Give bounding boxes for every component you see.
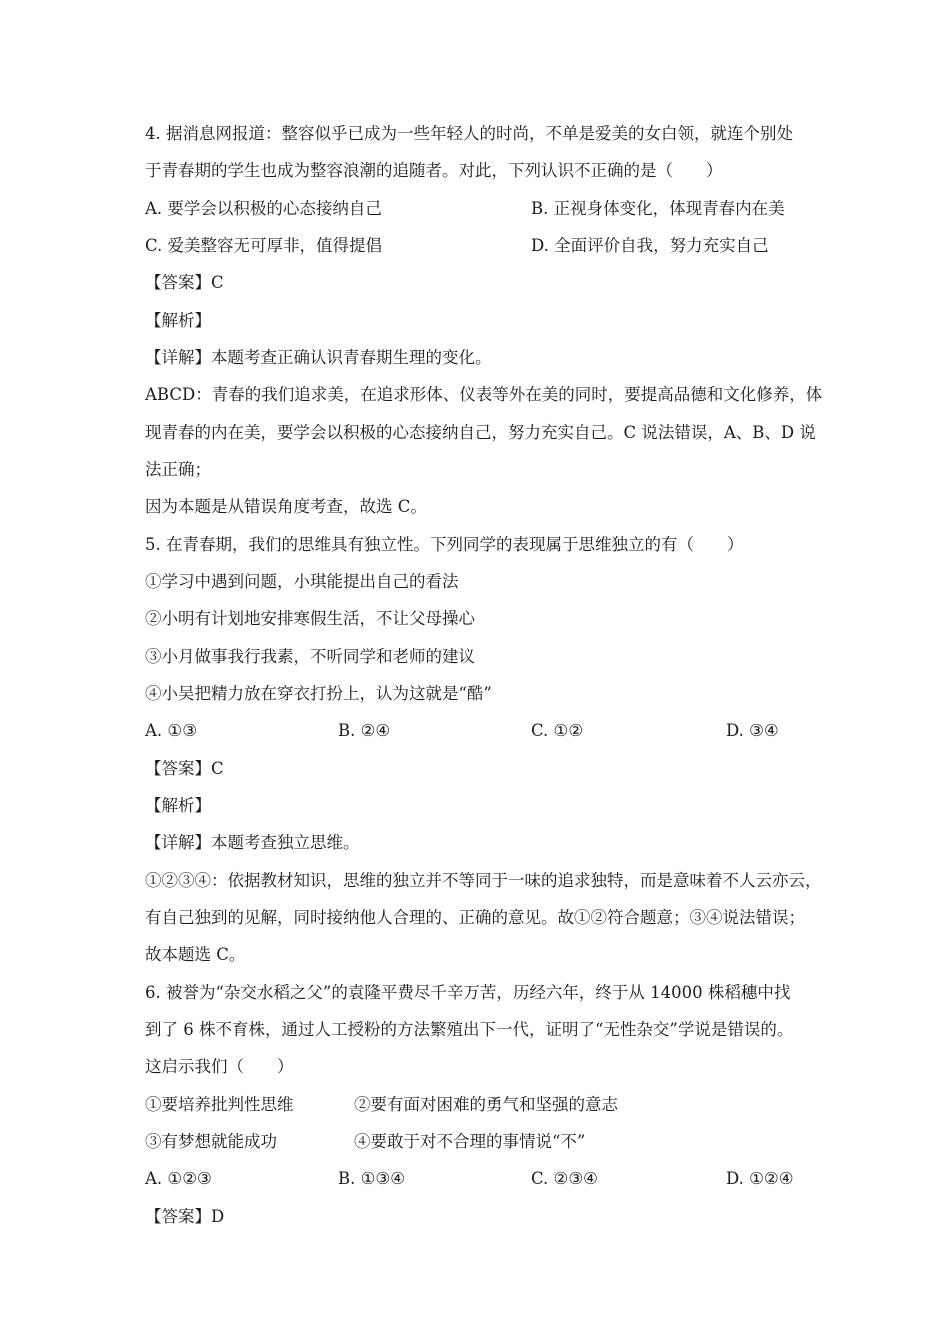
q6-item1: ①要培养批判性思维 — [145, 1095, 294, 1114]
q5-stem: 5. 在青春期，我们的思维具有独立性。下列同学的表现属于思维独立的有（ ） — [145, 535, 744, 554]
q5-item4: ④小吴把精力放在穿衣打扮上，认为这就是“酷” — [145, 684, 492, 703]
q6-stem-line2: 到了 6 株不育株，通过人工授粉的方法繁殖出下一代，证明了“无性杂交”学说是错误的。 — [145, 1020, 794, 1039]
q5-explain-line1: ①②③④：依据教材知识，思维的独立并不等同于一味的追求独特，而是意味着不人云亦云， — [145, 871, 822, 890]
q5-detail: 【详解】本题考查独立思维。 — [145, 833, 360, 852]
q4-explain-line2: 现青春的内在美，要学会以积极的心态接纳自己，努力充实自己。C 说法错误，A、B、D 说 — [145, 423, 816, 442]
q6-option-d: D. ①②④ — [726, 1169, 794, 1188]
q5-item3: ③小月做事我行我素，不听同学和老师的建议 — [145, 647, 475, 666]
q5-option-b: B. ②④ — [338, 721, 391, 740]
q5-explain-line2: 有自己独到的见解，同时接纳他人合理的、正确的意见。故①②符合题意；③④说法错误； — [145, 908, 805, 927]
q6-option-c: C. ②③④ — [531, 1169, 598, 1188]
q5-answer: 【答案】C — [145, 759, 224, 778]
q4-stem-line1: 4. 据消息网报道：整容似乎已成为一些年轻人的时尚，不单是爱美的女白领，就连个别处 — [145, 124, 793, 143]
q4-explain-line1: ABCD：青春的我们追求美，在追求形体、仪表等外在美的同时，要提高品德和文化修养，体 — [145, 385, 823, 404]
q4-explain-line3: 法正确； — [145, 460, 211, 479]
q5-option-d: D. ③④ — [726, 721, 779, 740]
q4-option-c: C. 爱美整容无可厚非，值得提倡 — [145, 236, 383, 255]
q5-analysis-label: 【解析】 — [145, 796, 211, 815]
q6-answer: 【答案】D — [145, 1207, 225, 1226]
q4-stem-line2: 于青春期的学生也成为整容浪潮的追随者。对此，下列认识不正确的是（ ） — [145, 161, 723, 180]
q5-item2: ②小明有计划地安排寒假生活，不让父母操心 — [145, 609, 475, 628]
q6-item3: ③有梦想就能成功 — [145, 1132, 277, 1151]
q6-option-a: A. ①②③ — [145, 1169, 212, 1188]
q4-option-b: B. 正视身体变化，体现青春内在美 — [531, 199, 785, 218]
q4-option-a: A. 要学会以积极的心态接纳自己 — [145, 199, 382, 218]
q6-stem-line3: 这启示我们（ ） — [145, 1057, 294, 1076]
q6-stem-line1: 6. 被誉为“杂交水稻之父”的袁隆平费尽千辛万苦，历经六年，终于从 14000 株稻穗中找 — [145, 983, 791, 1002]
q4-option-d: D. 全面评价自我，努力充实自己 — [531, 236, 769, 255]
q4-conclusion: 因为本题是从错误角度考查，故选 C。 — [145, 497, 427, 516]
q5-item1: ①学习中遇到问题，小琪能提出自己的看法 — [145, 572, 459, 591]
q4-answer: 【答案】C — [145, 273, 224, 292]
q4-analysis-label: 【解析】 — [145, 311, 211, 330]
q5-option-c: C. ①② — [531, 721, 584, 740]
q5-explain-line3: 故本题选 C。 — [145, 945, 246, 964]
q4-detail: 【详解】本题考查正确认识青春期生理的变化。 — [145, 348, 492, 367]
q5-option-a: A. ①③ — [145, 721, 197, 740]
q6-option-b: B. ①③④ — [338, 1169, 405, 1188]
q6-item2: ②要有面对困难的勇气和坚强的意志 — [354, 1095, 618, 1114]
q6-item4: ④要敢于对不合理的事情说“不” — [354, 1132, 586, 1151]
